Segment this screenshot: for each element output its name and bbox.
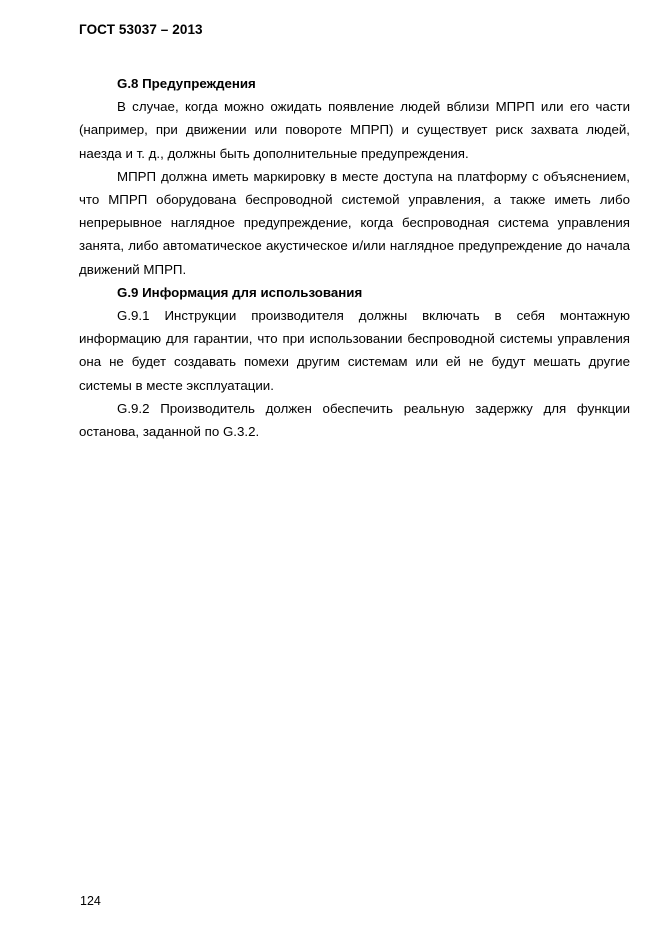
- section-heading-g9: G.9 Информация для использования: [117, 284, 363, 300]
- document-header: ГОСТ 53037 – 2013: [79, 22, 203, 37]
- paragraph: G.9.1 Инструкции производителя должны включать в себя монтажную информацию для гарантии, что при использовании беспроводной системы управления она не будет создавать помехи другим системам или ей не будут мешать другие системы в месте эксплуатации.: [79, 308, 630, 393]
- section-heading-g8: G.8 Предупреждения: [117, 76, 256, 91]
- paragraph: G.9.2 Производитель должен обеспечить реальную задержку для функции останова, заданной по G.3.2.: [79, 400, 630, 440]
- paragraph: МПРП должна иметь маркировку в месте доступа на платформу с объяснением, что МПРП оборудована беспроводной системой управления, а также иметь либо непрерывное наглядное предупреждение, когда беспроводная система управления занята, либо автоматическое акустическое и/или наглядное предупреждение до начала движений МПРП.: [79, 168, 630, 277]
- document-body: [79, 72, 630, 443]
- paragraph: В случае, когда можно ожидать появление людей вблизи МПРП или его части (например, при движении или повороте МПРП) и существует риск захвата людей, наезда и т. д., должны быть дополнительные предупреждения.: [79, 99, 630, 161]
- page-number: 124: [80, 894, 101, 908]
